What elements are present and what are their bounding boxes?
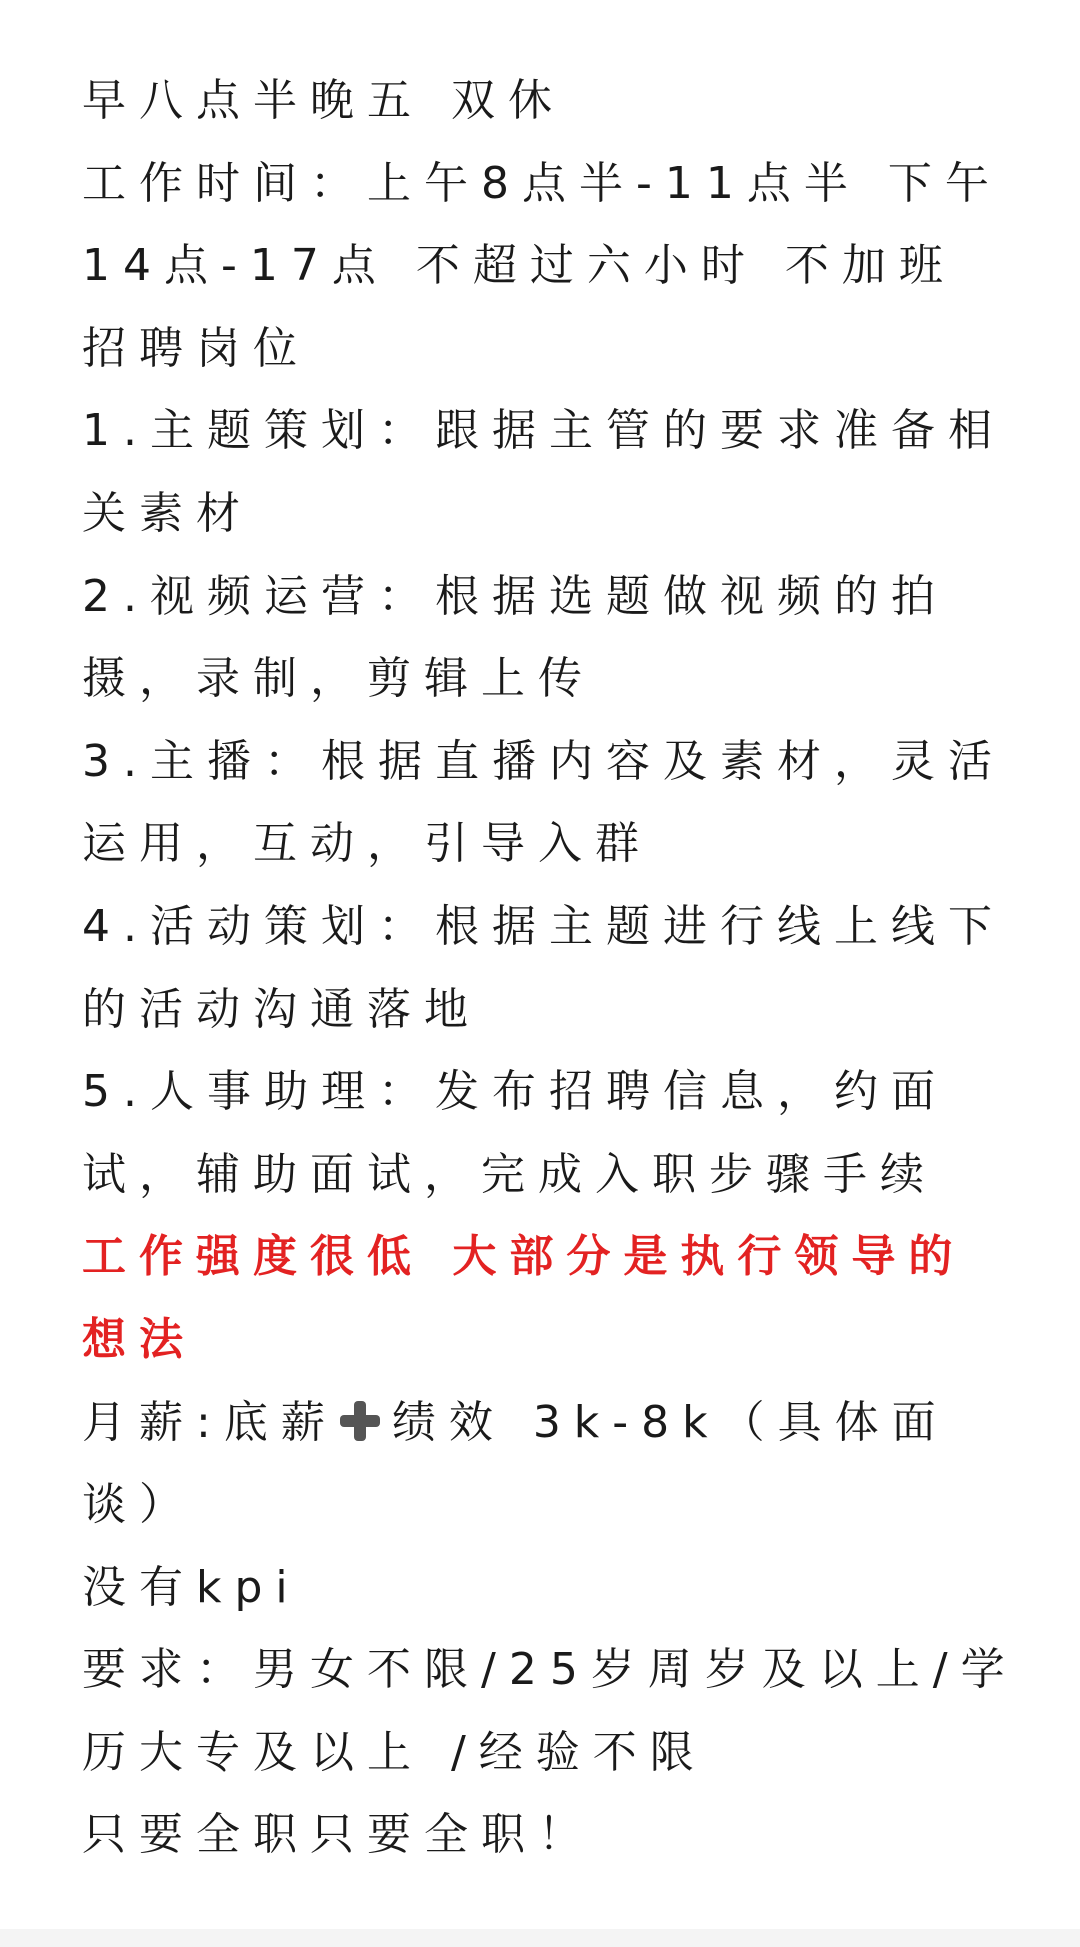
- text-line-work-hours: 工作时间：上午8点半-11点半 下午: [82, 157, 1002, 209]
- text-line-position-2: 2.视频运营：根据选题做视频的拍: [82, 570, 948, 622]
- text-line-position-4: 4.活动策划：根据主题进行线上线下: [82, 900, 1005, 952]
- text-line-requirements-cont: 历大专及以上 /经验不限: [82, 1726, 707, 1778]
- text-line-position-3-cont: 运用，互动，引导入群: [82, 818, 652, 870]
- text-line-position-5: 5.人事助理：发布招聘信息，约面: [82, 1066, 948, 1118]
- text-line-schedule: 早八点半晚五 双休: [82, 75, 565, 126]
- text-line-position-1-cont: 关素材: [82, 487, 253, 539]
- text-line-work-hours-cont: 14点-17点 不超过六小时 不加班: [82, 240, 956, 292]
- salary-prefix: 月薪:底薪: [82, 1396, 338, 1448]
- text-line-position-5-cont: 试，辅助面试，完成入职步骤手续: [82, 1148, 937, 1200]
- text-line-positions-heading: 招聘岗位: [82, 322, 310, 374]
- job-posting-text: [82, 60, 1018, 1877]
- highlight-line-intensity: 工作强度很低 大部分是执行领导的: [82, 1231, 966, 1283]
- text-line-position-4-cont: 的活动沟通落地: [82, 983, 481, 1035]
- text-line-no-kpi: 没有kpi: [82, 1561, 301, 1613]
- text-line-salary-cont: 谈）: [82, 1479, 196, 1531]
- salary-suffix: 绩效 3k-8k（具体面: [391, 1396, 949, 1448]
- text-line-full-time: 只要全职只要全职！: [82, 1809, 595, 1861]
- plus-emoji-icon: [338, 1399, 382, 1443]
- text-line-position-3: 3.主播：根据直播内容及素材，灵活: [82, 735, 1005, 787]
- text-line-requirements: 要求：男女不限/25岁周岁及以上/学: [82, 1644, 1018, 1696]
- highlight-line-intensity-cont: 想法: [82, 1313, 196, 1365]
- text-line-salary: [82, 1382, 1012, 1465]
- text-line-position-2-cont: 摄，录制，剪辑上传: [82, 653, 595, 705]
- text-line-position-1: 1.主题策划：跟据主管的要求准备相: [82, 405, 1005, 457]
- bottom-divider: [0, 1929, 1080, 1947]
